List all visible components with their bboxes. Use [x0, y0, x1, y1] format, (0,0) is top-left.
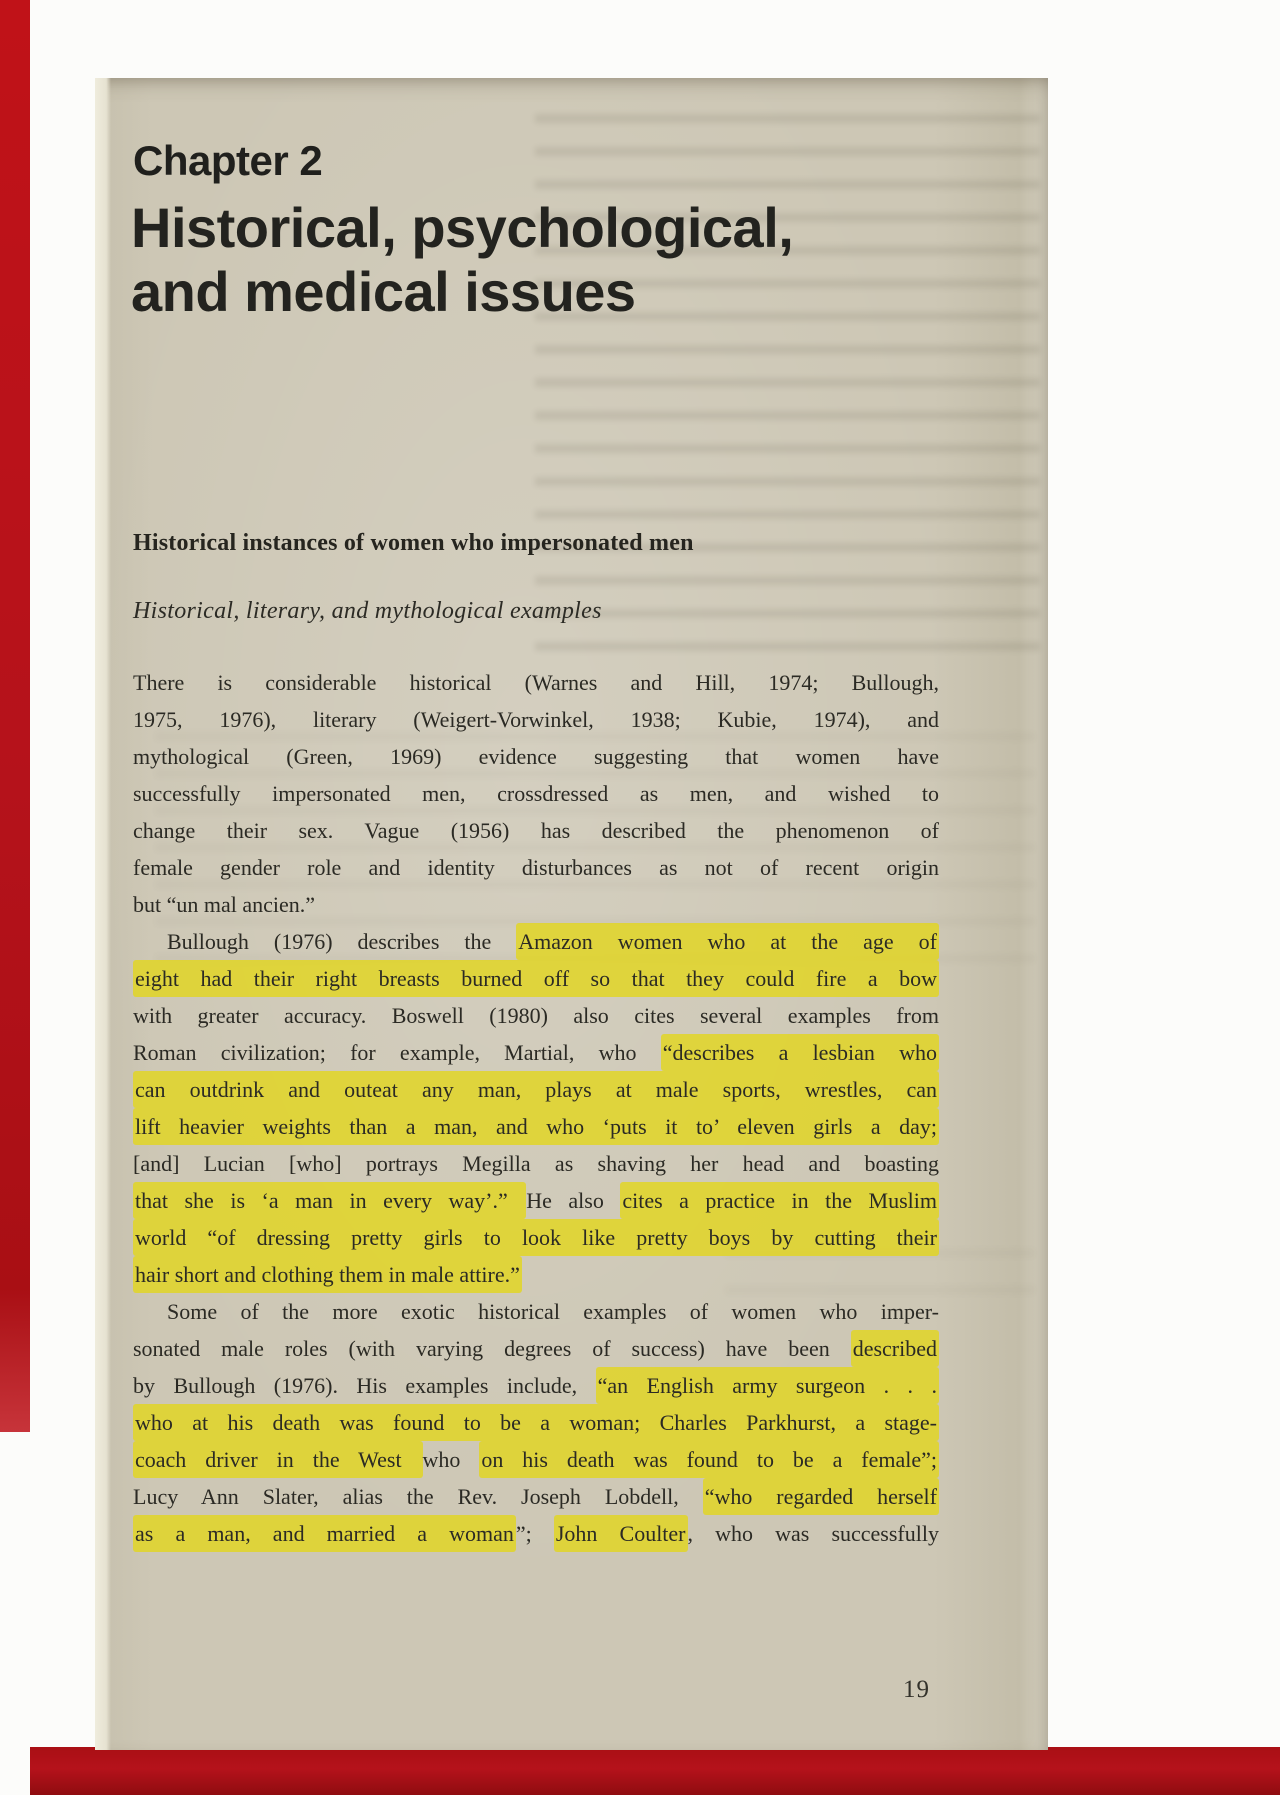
- highlighted-text: hair short and clothing them in male attire.”: [133, 1256, 522, 1293]
- body-text-segment: mythological (Green, 1969) evidence suggesting that women have: [133, 744, 939, 769]
- chapter-title-line2: and medical issues: [131, 260, 636, 323]
- highlighted-text: John Coulter: [554, 1515, 688, 1552]
- body-line: [133, 775, 939, 812]
- photo-edge-left-red-strip: [0, 0, 30, 1432]
- section-heading: Historical instances of women who impersonated men: [133, 530, 694, 556]
- body-line: [133, 997, 939, 1034]
- body-text-segment: 1975, 1976), literary (Weigert-Vorwinkel, 1938; Kubie, 1974), and: [133, 707, 939, 732]
- highlighted-text: eight had their right breasts burned off so that they could fire a bow: [133, 960, 939, 997]
- body-line: [133, 1515, 939, 1552]
- body-line: [133, 664, 939, 701]
- body-text-segment: There is considerable historical (Warnes and Hill, 1974; Bullough,: [133, 670, 939, 695]
- body-line: [133, 701, 939, 738]
- body-text-segment: Some of the more exotic historical examples of women who imper-: [167, 1299, 939, 1324]
- body-text-segment: Bullough (1976) describes the: [167, 929, 517, 954]
- body-text-segment: with greater accuracy. Boswell (1980) also cites several examples from: [133, 1003, 939, 1028]
- body-text-segment: but “un mal ancien.”: [133, 892, 316, 917]
- body-line: [133, 1330, 939, 1367]
- highlighted-text: lift heavier weights than a man, and who ‘puts it to’ eleven girls a day;: [133, 1108, 939, 1145]
- body-text-segment: Roman civilization; for example, Martial, who: [133, 1040, 661, 1065]
- body-line: [133, 1182, 939, 1219]
- highlighted-text: described: [851, 1330, 939, 1367]
- highlighted-text: world “of dressing pretty girls to look like pretty boys by cutting their: [133, 1219, 939, 1256]
- body-line: [133, 1108, 939, 1145]
- highlighted-text: as a man, and married a woman: [133, 1515, 516, 1552]
- subsection-heading: Historical, literary, and mythological examples: [133, 598, 602, 624]
- body-line: [133, 1145, 939, 1182]
- chapter-label: Chapter 2: [133, 137, 323, 184]
- highlighted-text: coach driver in the West: [133, 1441, 423, 1478]
- body-line: [133, 923, 939, 960]
- page-number: 19: [903, 1676, 930, 1703]
- highlighted-text: cites a practice in the Muslim: [620, 1182, 939, 1219]
- bleed-through-ghost-text: [535, 92, 1040, 667]
- body-line: [133, 812, 939, 849]
- body-text-segment: who: [422, 1447, 480, 1472]
- body-text-segment: , who was successfully: [687, 1521, 939, 1546]
- body-line: [133, 1367, 939, 1404]
- highlighted-text: can outdrink and outeat any man, plays at male sports, wrestles, can: [133, 1071, 939, 1108]
- body-text-segment: He also: [526, 1188, 621, 1213]
- highlighted-text: “describes a lesbian who: [661, 1034, 939, 1071]
- body-line: [133, 1293, 939, 1330]
- body-text-segment: ”;: [515, 1521, 554, 1546]
- body-text: [133, 664, 939, 1552]
- book-page: [95, 78, 1048, 1750]
- body-line: [133, 738, 939, 775]
- body-line: [133, 886, 939, 923]
- highlighted-text: on his death was found to be a female”;: [479, 1441, 939, 1478]
- body-line: [133, 1256, 939, 1293]
- body-line: [133, 1034, 939, 1071]
- body-line: [133, 1478, 939, 1515]
- body-text-segment: female gender role and identity disturbances as not of recent origin: [133, 855, 939, 880]
- page-inner-edge: [95, 78, 111, 1750]
- chapter-title-line1: Historical, psychological,: [131, 196, 794, 259]
- photo-edge-bottom-red-strip: [30, 1747, 1280, 1795]
- body-line: [133, 960, 939, 997]
- body-text-segment: Lucy Ann Slater, alias the Rev. Joseph Lobdell,: [133, 1484, 703, 1509]
- highlighted-text: “who regarded herself: [703, 1478, 939, 1515]
- highlighted-text: Amazon women who at the age of: [516, 923, 939, 960]
- body-text-segment: change their sex. Vague (1956) has described the phenomenon of: [133, 818, 939, 843]
- body-line: [133, 1441, 939, 1478]
- body-text-segment: [and] Lucian [who] portrays Megilla as shaving her head and boasting: [133, 1151, 939, 1176]
- highlighted-text: “an English army surgeon . . .: [596, 1367, 939, 1404]
- highlighted-text: that she is ‘a man in every way’.”: [133, 1182, 526, 1219]
- body-line: [133, 1404, 939, 1441]
- body-line: [133, 849, 939, 886]
- body-line: [133, 1071, 939, 1108]
- chapter-title: [131, 196, 991, 324]
- body-text-segment: by Bullough (1976). His examples include,: [133, 1373, 596, 1398]
- highlighted-text: who at his death was found to be a woman; Charles Parkhurst, a stage-: [133, 1404, 939, 1441]
- body-text-segment: successfully impersonated men, crossdressed as men, and wished to: [133, 781, 939, 806]
- body-line: [133, 1219, 939, 1256]
- body-text-segment: sonated male roles (with varying degrees of success) have been: [133, 1336, 851, 1361]
